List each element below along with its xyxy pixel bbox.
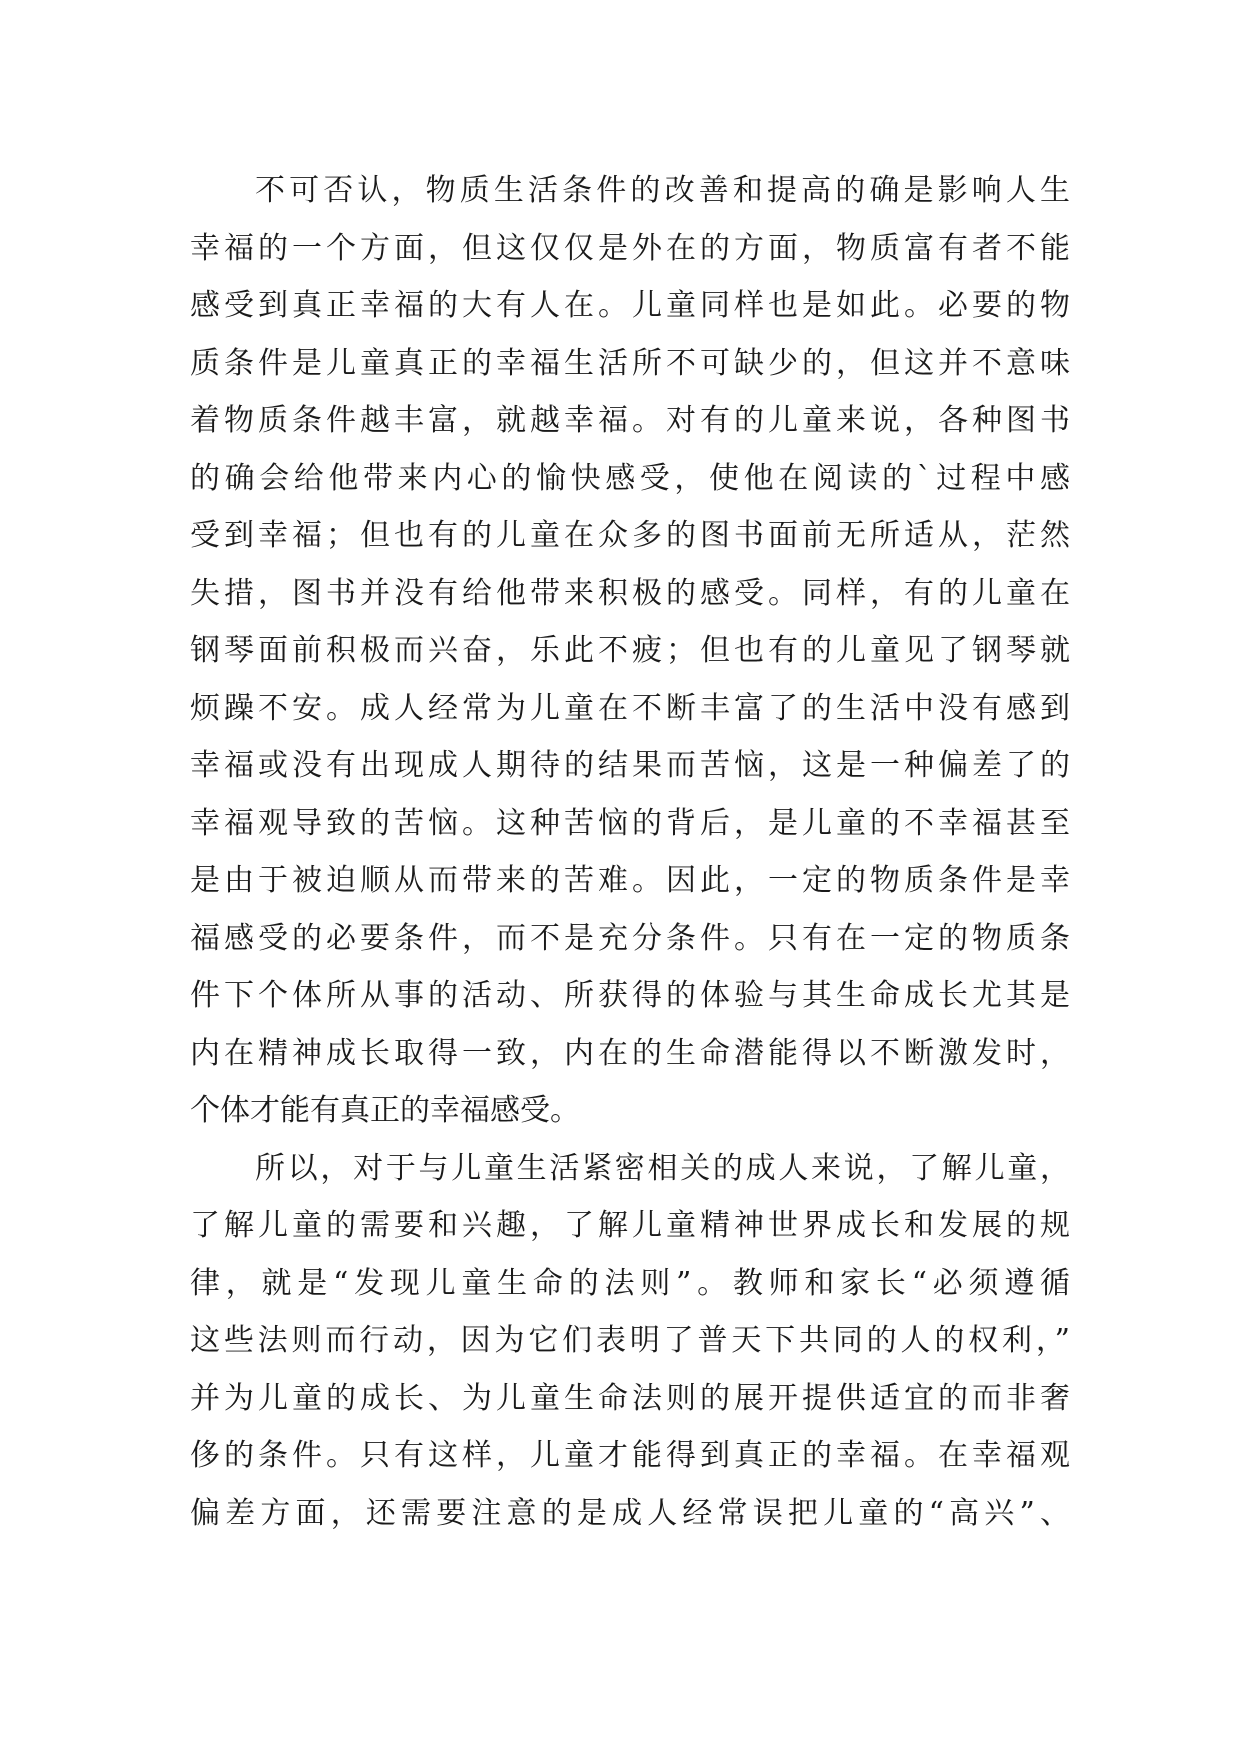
paragraph: [190, 1140, 1070, 1543]
text-line: 幸福的一个方面，但这仅仅是外在的方面，物质富有者不能: [190, 230, 1070, 266]
text-line: 所以，对于与儿童生活紧密相关的成人来说，了解儿童，: [255, 1150, 1070, 1186]
text-line: 的确会给他带来内心的愉快感受，使他在阅读的`过程中感: [190, 460, 1070, 496]
text-line: 幸福或没有出现成人期待的结果而苦恼，这是一种偏差了的: [190, 748, 1070, 783]
text-line: 律，就是“发现儿童生命的法则”。教师和家长“必须遵循: [190, 1265, 1070, 1301]
text-line: 感受到真正幸福的大有人在。儿童同样也是如此。必要的物: [190, 288, 1070, 323]
text-line: 偏差方面，还需要注意的是成人经常误把儿童的“高兴”、: [190, 1495, 1070, 1531]
text-line: 福感受的必要条件，而不是充分条件。只有在一定的物质条: [190, 920, 1070, 956]
text-line: 幸福观导致的苦恼。这种苦恼的背后，是儿童的不幸福甚至: [190, 805, 1070, 841]
text-line: 并为儿童的成长、为儿童生命法则的展开提供适宜的而非奢: [190, 1380, 1070, 1416]
text-line: 件下个体所从事的活动、所获得的体验与其生命成长尤其是: [190, 978, 1070, 1013]
text-line: 内在精神成长取得一致，内在的生命潜能得以不断激发时，: [190, 1035, 1070, 1071]
text-line: 质条件是儿童真正的幸福生活所不可缺少的，但这并不意味: [190, 345, 1070, 381]
text-line: 个体才能有真正的幸福感受。: [190, 1093, 580, 1128]
text-line: 了解儿童的需要和兴趣，了解儿童精神世界成长和发展的规: [190, 1208, 1070, 1243]
paragraph: [190, 162, 1070, 1140]
text-line: 不可否认，物质生活条件的改善和提高的确是影响人生: [255, 173, 1070, 208]
text-line: 这些法则而行动，因为它们表明了普天下共同的人的权利，”: [190, 1323, 1070, 1358]
text-line: 烦躁不安。成人经常为儿童在不断丰富了的生活中没有感到: [190, 690, 1070, 726]
text-line: 失措，图书并没有给他带来积极的感受。同样，有的儿童在: [190, 575, 1070, 611]
text-line: 是由于被迫顺从而带来的苦难。因此，一定的物质条件是幸: [190, 863, 1070, 898]
text-line: 钢琴面前积极而兴奋，乐此不疲；但也有的儿童见了钢琴就: [190, 633, 1070, 668]
text-line: 侈的条件。只有这样，儿童才能得到真正的幸福。在幸福观: [190, 1438, 1070, 1473]
text-line: 着物质条件越丰富，就越幸福。对有的儿童来说，各种图书: [190, 403, 1070, 438]
text-line: 受到幸福；但也有的儿童在众多的图书面前无所适从，茫然: [190, 518, 1070, 553]
body-text: [190, 162, 1070, 1542]
